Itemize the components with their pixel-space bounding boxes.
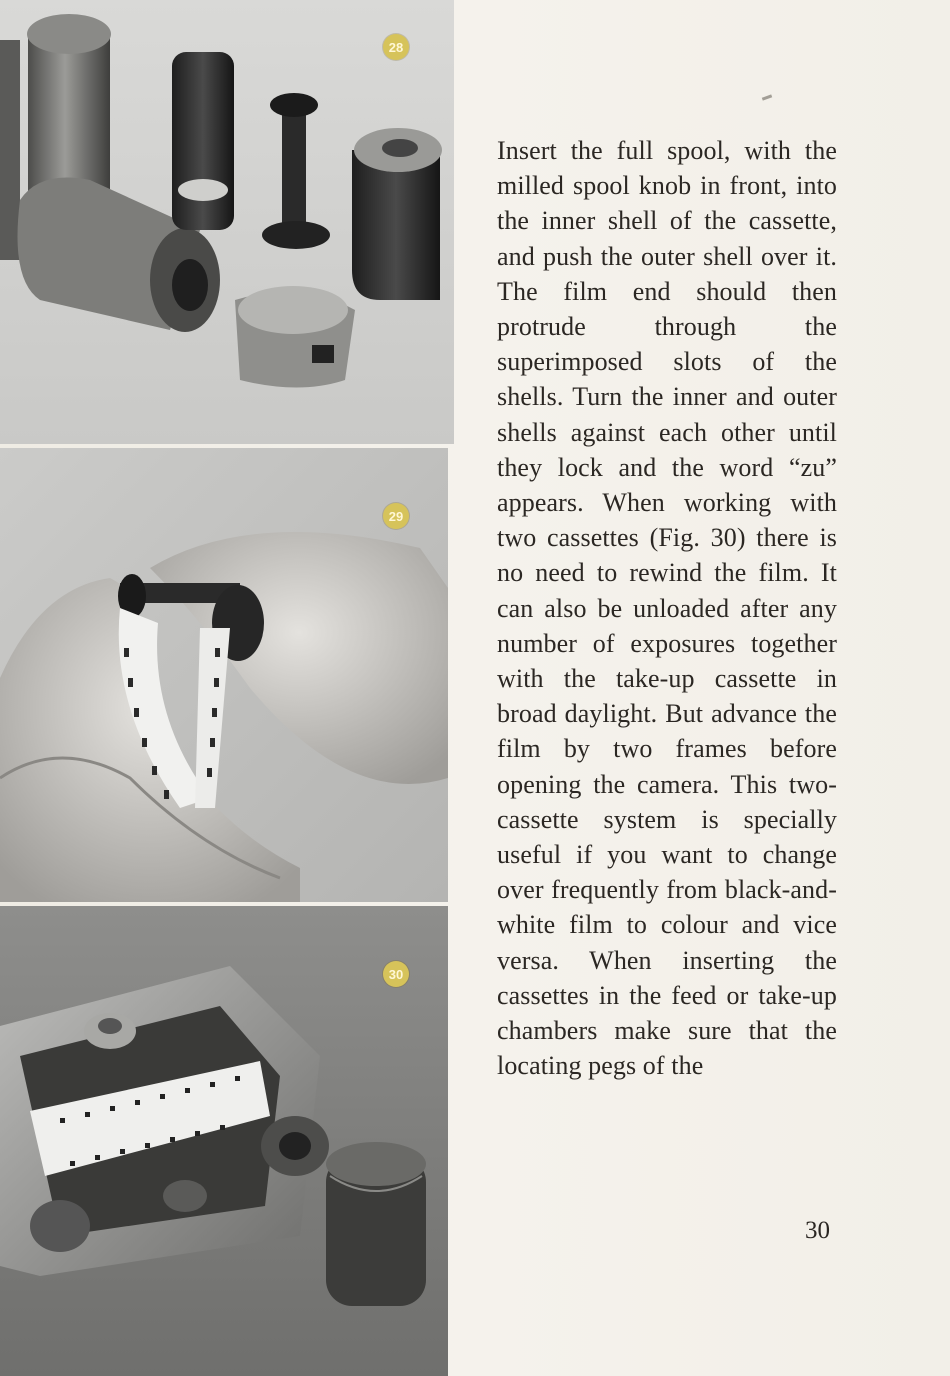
body-text: Insert the full spool, with the milled spool knob in front, into the inner shell of the cassette, and push the outer shell over it. The film end should then protrude through the superimposed slots of the shells. Turn the inner and outer shells against each other until they lock and the word “zu” appears. When working with two cassettes (Fig. 30) there is no need to rewind the film. It can also be unloaded after any number of exposures together with the take-up cassette in broad daylight. But advance the film by two frames before opening the camera. This two-cassette system is specially useful if you want to change over frequently from black-and-white film to colour and vice versa. When inserting the cassettes in the feed or take-up chambers make sure that the locating pegs of the — [497, 136, 837, 1081]
figure-30-badge: 30 — [383, 961, 409, 987]
figure-28-photo — [0, 0, 454, 444]
figure-29-badge: 29 — [383, 503, 409, 529]
page-number: 30 — [805, 1217, 830, 1244]
figure-28-badge: 28 — [383, 34, 409, 60]
figure-30-photo — [0, 906, 448, 1376]
camera-with-two-cassettes-icon — [0, 906, 448, 1376]
figure-29-photo — [0, 448, 448, 902]
ink-smudge — [762, 94, 772, 100]
hands-loading-spool-icon — [0, 448, 448, 902]
film-cassette-parts-icon — [0, 0, 454, 444]
